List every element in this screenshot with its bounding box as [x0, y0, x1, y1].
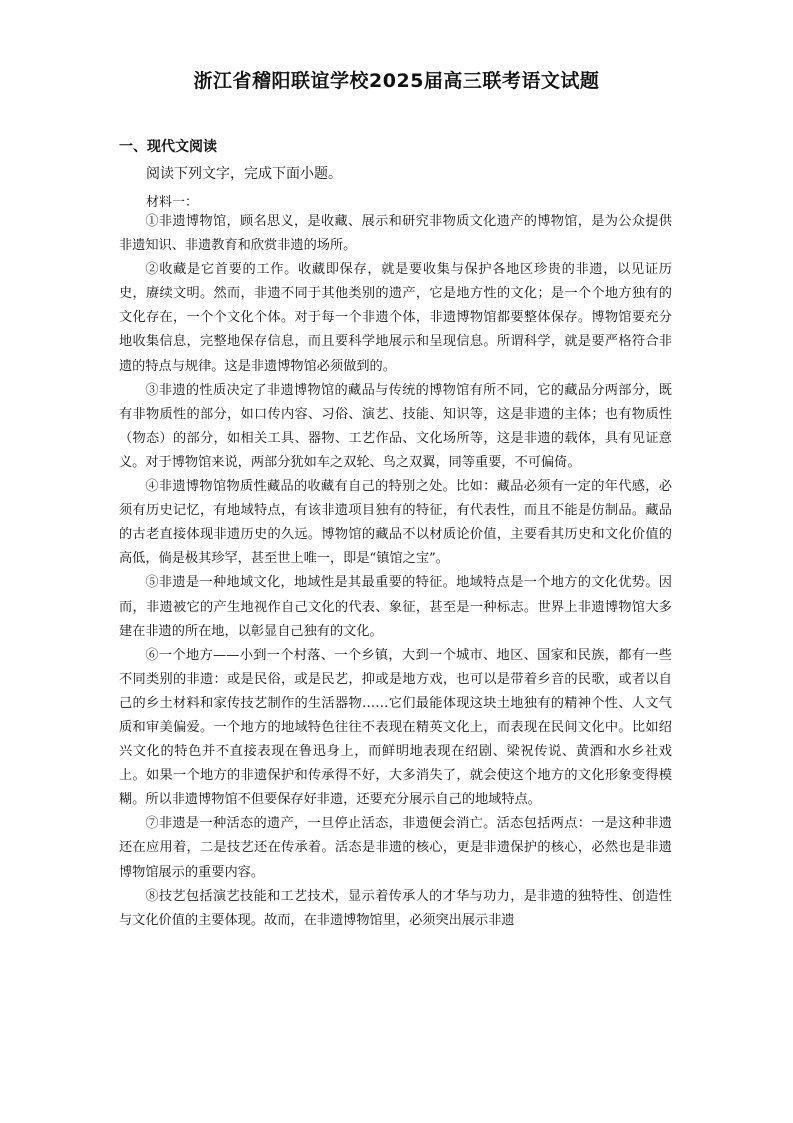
paragraph-6: ⑥一个地方——小到一个村落、一个乡镇，大到一个城市、地区、国家和民族，都有一些不同类别的非遗：或是民俗，或是民艺，抑或是地方戏，也可以是带着乡音的民歌，或者以自己的乡土材料和家传技艺制作的生活器物……它们最能体现这块土地独有的精神个性、人文气质和审美偏爱。一个地方的地域特色往往不表现在精英文化上，而表现在民间文化中。比如绍兴文化的特色并不直接表现在鲁迅身上，而鲜明地表现在绍剧、梁祝传说、黄酒和水乡社戏上。如果一个地方的非遗保护和传承得不好，大多消失了，就会使这个地方的文化形象变得模糊。所以非遗博物馆不但要保存好非遗，还要充分展示自己的地域特点。	[119, 647, 672, 808]
paragraph-7: ⑦非遗是一种活态的遗产，一旦停止活态，非遗便会消亡。活态包括两点：一是这种非遗还在应用着，二是技艺还在传承着。活态是非遗的核心，更是非遗保护的核心，必然也是非遗博物馆展示的重要内容。	[119, 816, 672, 880]
paragraph-8: ⑧技艺包括演艺技能和工艺技术，显示着传承人的才华与功力，是非遗的独特性、创造性与文化价值的主要体现。故而，在非遗博物馆里，必须突出展示非遗	[119, 888, 672, 928]
paragraph-1: ①非遗博物馆，顾名思义，是收藏、展示和研究非物质文化遗产的博物馆，是为公众提供非遗知识、非遗教育和欣赏非遗的场所。	[119, 214, 672, 254]
paragraph-5: ⑤非遗是一种地域文化，地域性是其最重要的特征。地域特点是一个地方的文化优势。因而，非遗被它的产生地视作自己文化的代表、象征，甚至是一种标志。世界上非遗博物馆大多建在非遗的所在地，以彰显自己独有的文化。	[119, 575, 672, 639]
paragraph-3: ③非遗的性质决定了非遗博物馆的藏品与传统的博物馆有所不同，它的藏品分两部分，既有非物质性的部分，如口传内容、习俗、演艺、技能、知识等，这是非遗的主体；也有物质性（物态）的部分，如相关工具、器物、工艺作品、文化场所等，这是非遗的载体，具有见证意义。对于博物馆来说，两部分犹如车之双轮、鸟之双翼，同等重要，不可偏倚。	[119, 382, 672, 470]
section-heading: 一、现代文阅读	[119, 139, 217, 155]
paragraph-4: ④非遗博物馆物质性藏品的收藏有自己的特别之处。比如：藏品必须有一定的年代感，必须有历史记忆，有地域特点，有该非遗项目独有的特征，有代表性，而且不能是仿制品。藏品的古老直接体现非遗历史的久远。博物馆的藏品不以材质论价值，主要看其历史和文化价值的高低，倘是极其珍罕，甚至世上唯一，即是“镇馆之宝”。	[119, 479, 672, 567]
paragraph-2: ②收藏是它首要的工作。收藏即保存，就是要收集与保护各地区珍贵的非遗，以见证历史，赓续文明。然而，非遗不同于其他类别的遗产，它是地方性的文化；是一个个地方独有的文化存在，一个个文化个体。对于每一个非遗个体，非遗博物馆都要整体保存。博物馆要充分地收集信息，完整地保存信息，而且要科学地展示和呈现信息。所谓科学，就是要严格符合非遗的特点与规律。这是非遗博物馆必须做到的。	[119, 262, 672, 374]
passage-body	[119, 210, 672, 933]
reading-instruction: 阅读下列文字，完成下面小题。	[146, 166, 342, 182]
material-label: 材料一：	[146, 195, 199, 210]
exam-title: 浙江省稽阳联谊学校2025届高三联考语文试题	[193, 70, 600, 92]
